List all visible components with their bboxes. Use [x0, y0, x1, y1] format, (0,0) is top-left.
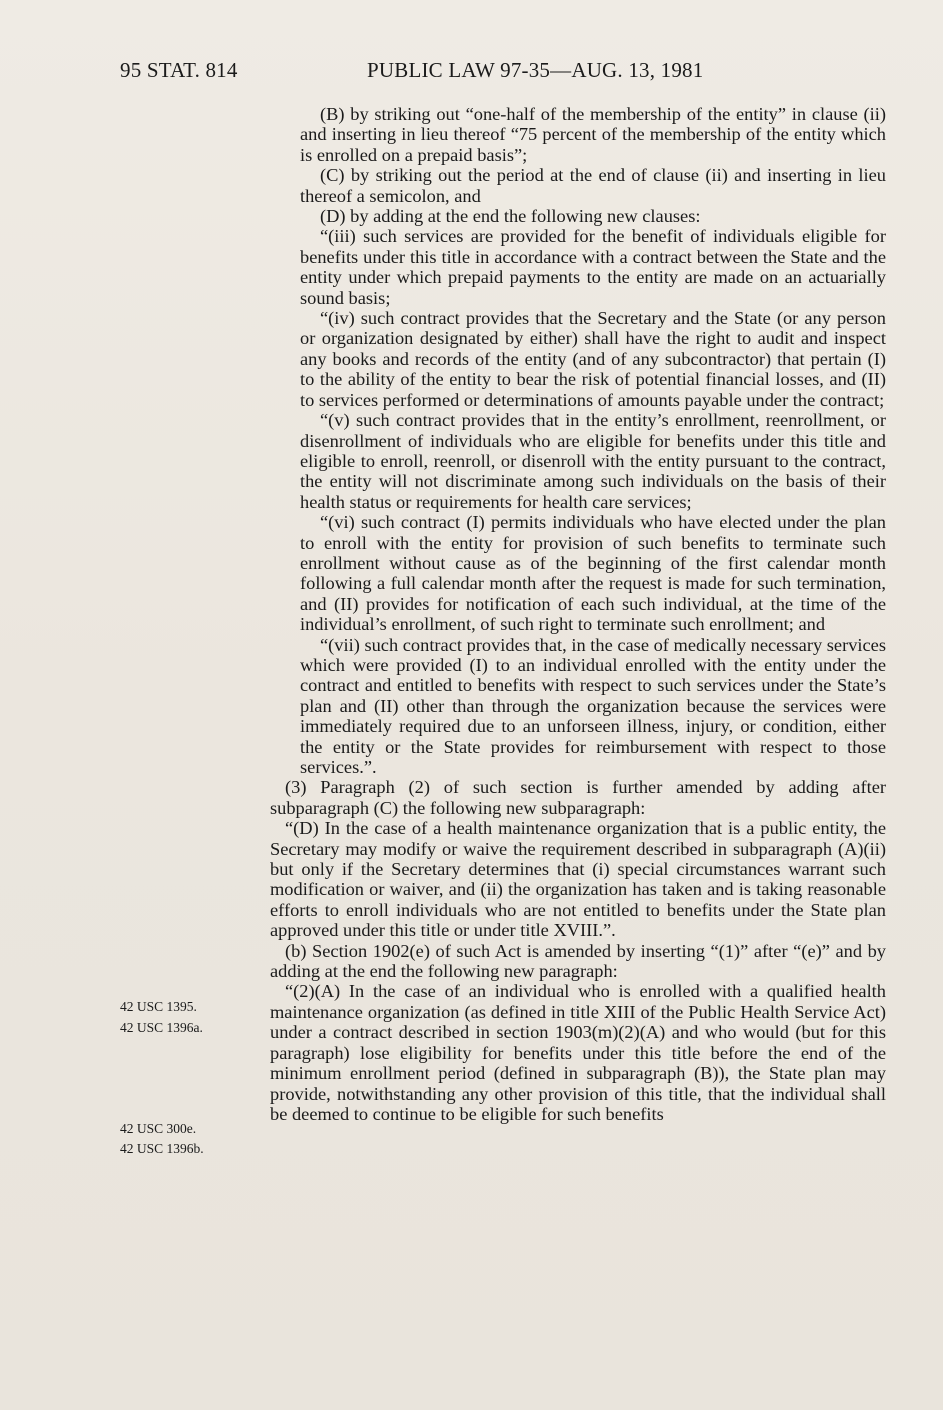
- margin-note: 42 USC 1396a.: [120, 1020, 203, 1035]
- clause-v: “(v) such contract provides that in the entity’s enrollment, reenrollment, or disenrollment of individuals who are eligible for benefits under this title and eligible to enroll, reenroll, or disenroll with the entity pursuant to the contract, the entity will not discriminate among such individuals on the basis of their health status or requirements for health care services;: [300, 410, 886, 512]
- subparagraph-d: “(D) In the case of a health maintenance organization that is a public entity, the Secretary may modify or waive the requirement described in subparagraph (A)(ii) but only if the Secretary determines that (i) special circumstances warrant such modification or waiver, and (ii) the organization has taken and is taking reasonable efforts to enroll individuals who are not entitled to benefits under the State plan approved under this title or under title XVIII.”.: [270, 818, 886, 941]
- paragraph-3: (3) Paragraph (2) of such section is further amended by adding after subparagraph (C) the following new subparagraph:: [270, 777, 886, 818]
- statute-page-number: 95 STAT. 814: [120, 58, 238, 82]
- clause-vi: “(vi) such contract (I) permits individuals who have elected under the plan to enroll with the entity for provision of such benefits to terminate such enrollment without cause as of the beginning of the first calendar month following a full calendar month after the request is made for such termination, and (II) provides for notification of each such individual, at the time of the individual’s enrollment, of such right to terminate such enrollment; and: [300, 512, 886, 635]
- subsection-b: (b) Section 1902(e) of such Act is amended by inserting “(1)” after “(e)” and by adding at the end the following new paragraph:: [270, 940, 886, 982]
- margin-note: 42 USC 1395.: [120, 999, 197, 1014]
- clause-iv: “(iv) such contract provides that the Secretary and the State (or any person or organization designated by either) shall have the right to audit and inspect any books and records of the entity (and of any subcontractor) that pertain (I) to the ability of the entity to bear the risk of potential financial losses, and (II) to services performed or determinations of amounts payable under the contract;: [300, 308, 886, 410]
- clause-iii: “(iii) such services are provided for the benefit of individuals eligible for benefits under this title in accordance with a contract between the State and the entity under which prepaid payments to the entity are made on an actuarially sound basis;: [300, 226, 886, 308]
- margin-note: 42 USC 1396b.: [120, 1141, 204, 1156]
- paragraph-b-amendment: (B) by striking out “one-half of the membership of the entity” in clause (ii) and inserting in lieu thereof “75 percent of the membership of the entity which is enrolled on a prepaid basis”;: [300, 104, 886, 165]
- paragraph-c-amendment: (C) by striking out the period at the end of clause (ii) and inserting in lieu thereof a semicolon, and: [300, 165, 886, 206]
- body-text: [270, 104, 886, 1124]
- page-header: [120, 58, 890, 88]
- paragraph-2a: “(2)(A) In the case of an individual who is enrolled with a qualified health maintenance organization (as defined in title XIII of the Public Health Service Act) under a contract described in section 1903(m)(2)(A) and who would (but for this paragraph) lose eligibility for benefits under this title before the end of the minimum enrollment period (defined in subparagraph (B)), the State plan may provide, notwithstanding any other provision of this title, that the individual shall be deemed to continue to be eligible for such benefits: [270, 981, 886, 1124]
- paragraph-d-amendment: (D) by adding at the end the following new clauses:: [320, 206, 701, 227]
- clause-vii: “(vii) such contract provides that, in the case of medically necessary services which were provided (I) to an individual enrolled with the entity under the contract and entitled to benefits with respect to such services under the State’s plan and (II) other than through the organization because the services were immediately required due to an unforseen illness, injury, or condition, either the entity or the State provides for reimbursement with respect to those services.”.: [300, 634, 886, 777]
- margin-note: 42 USC 300e.: [120, 1121, 197, 1136]
- public-law-title: PUBLIC LAW 97-35—AUG. 13, 1981: [367, 58, 704, 82]
